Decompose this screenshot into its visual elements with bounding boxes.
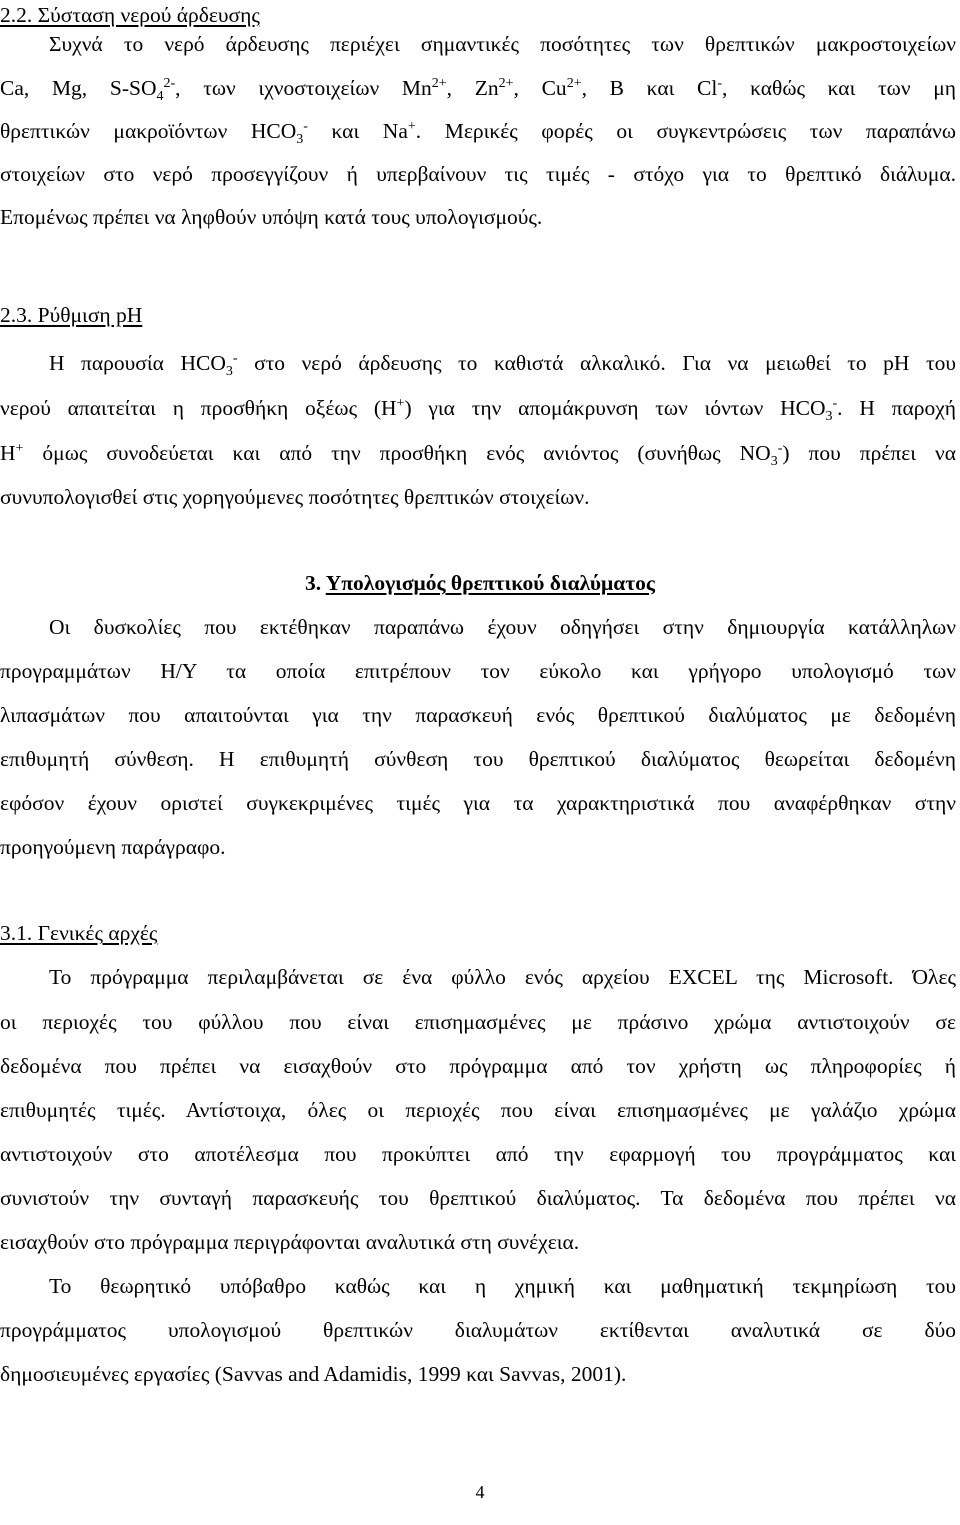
page-number: 4 [475,1482,485,1502]
paragraph-line: προηγούμενη παράγραφο. [0,835,226,859]
paragraph-line: οι περιοχές του φύλλου που είναι επισημασμένες με πράσινο χρώμα αντιστοιχούν σε [0,1010,956,1034]
paragraph-line: Ca, Mg, $S-SO_4^{2-}$, των ιχνοστοιχείων $Mn^{2+}$, $Zn^{2+}$, $Cu^{2+}$, B και Cl-, καθώς και των μη [0,76,957,104]
paragraph-line: επιθυμητή σύνθεση. Η επιθυμητή σύνθεση του θρεπτικού διαλύματος θεωρείται δεδομένη [0,747,956,771]
chapter-heading-3: 3. Υπολογισμός θρεπτικού διαλύματος [305,571,655,595]
paragraph-line: προγραμμάτων Η/Υ τα οποία επιτρέπουν τον εύκολο και γρήγορο υπολογισμό των [0,659,956,683]
paragraph-line: εισαχθούν στο πρόγραμμα περιγράφονται αναλυτικά στη συνέχεια. [0,1230,580,1254]
paragraph-line: συνυπολογισθεί στις χορηγούμενες ποσότητες θρεπτικών στοιχείων. [0,485,590,509]
paragraph-line: εφόσον έχουν οριστεί συγκεκριμένες τιμές για τα χαρακτηριστικά που αναφέρθηκαν στην [0,791,956,815]
paragraph-line: θρεπτικών μακροϊόντων $HCO_3^-$ και Na+. Μερικές φορές οι συγκεντρώσεις των παραπάνω [0,119,956,147]
paragraph-line: δεδομένα που πρέπει να εισαχθούν στο πρόγραμμα από τον χρήστη ως πληροφορίες ή [0,1054,956,1078]
paragraph-line: προγράμματος υπολογισμού θρεπτικών διαλυμάτων εκτίθενται αναλυτικά σε δύο [0,1318,956,1342]
paragraph-line: Το θεωρητικό υπόβαθρο καθώς και η χημική και μαθηματική τεκμηρίωση του [49,1274,956,1298]
section-heading-2-2: 2.2. Σύσταση νερού άρδευσης [0,3,260,27]
paragraph-line: Συχνά το νερό άρδευσης περιέχει σημαντικές ποσότητες των θρεπτικών μακροστοιχείων [49,32,956,56]
paragraph-line: Το πρόγραμμα περιλαμβάνεται σε ένα φύλλο ενός αρχείου EXCEL της Microsoft. Όλες [49,965,956,989]
section-heading-2-3: 2.3. Ρύθμιση pH [0,303,143,327]
paragraph-line: Οι δυσκολίες που εκτέθηκαν παραπάνω έχουν οδηγήσει στην δημιουργία κατάλληλων [49,615,956,639]
paragraph-line: αντιστοιχούν στο αποτέλεσμα που προκύπτει από την εφαρμογή του προγράμματος και [0,1142,956,1166]
paragraph-line: Επομένως πρέπει να ληφθούν υπόψη κατά τους υπολογισμούς. [0,205,543,229]
paragraph-line: Η παρουσία $HCO_3^-$ στο νερό άρδευσης το καθιστά αλκαλικό. Για να μειωθεί το pH του [49,351,956,379]
paragraph-line: στοιχείων στο νερό προσεγγίζουν ή υπερβαίνουν τις τιμές - στόχο για το θρεπτικό διάλυμα. [0,162,956,186]
paragraph-line: επιθυμητές τιμές. Αντίστοιχα, όλες οι περιοχές που είναι επισημασμένες με γαλάζιο χρώμα [0,1098,956,1122]
section-heading-3-1: 3.1. Γενικές αρχές [0,921,158,945]
paragraph-line: λιπασμάτων που απαιτούνται για την παρασκευή ενός θρεπτικού διαλύματος με δεδομένη [0,703,956,727]
paragraph-line: δημοσιευμένες εργασίες (Savvas and Adamidis, 1999 και Savvas, 2001). [0,1362,627,1386]
paragraph-line: νερού απαιτείται η προσθήκη οξέως (H+) για την απομάκρυνση των ιόντων $HCO_3^-$. Η παροχή [0,396,956,424]
paragraph-line: H+ όμως συνοδεύεται και από την προσθήκη ενός ανιόντος (συνήθως $NO_3^-$) που πρέπει να [0,441,956,469]
paragraph-line: συνιστούν την συνταγή παρασκευής του θρεπτικού διαλύματος. Τα δεδομένα που πρέπει να [0,1186,956,1210]
